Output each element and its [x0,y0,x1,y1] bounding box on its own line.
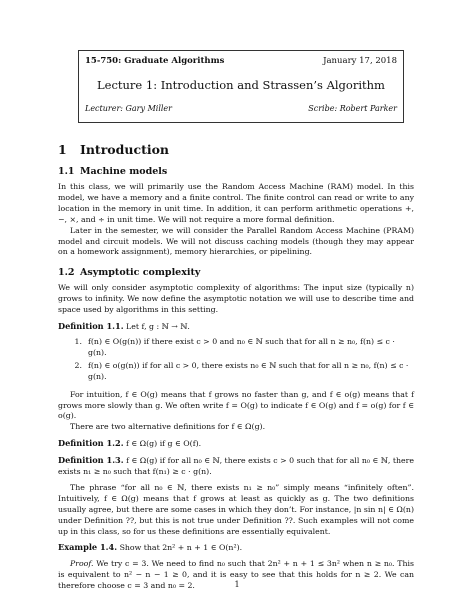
section-number: 1 [58,142,67,157]
example-1-4 [58,542,414,554]
example-text: Show that 2n² + n + 1 ∈ O(n²). [117,543,243,553]
paragraph-alternative-defs: There are two alternative definitions for f ∈ Ω(g). [70,422,266,432]
lecture-date: January 17, 2018 [323,56,397,66]
proof-label: Proof. [70,559,94,569]
paragraph-asymptotic-intro: We will only consider asymptotic complexity of algorithms: The input size (typically n) grows to infinity. We now define the asymptotic notation we will use to describe time and space used by algorithms in this setting. [58,283,414,315]
course-title: 15-750: Graduate Algorithms [85,56,225,66]
list-item-number: 2. [74,360,82,370]
paragraph-intuition: For intuition, f ∈ O(g) means that f grows no faster than g, and f ∈ o(g) means that f grows more slowly than g. We often write f = O(g) to indicate f ∈ O(g) and f = o(g) for f ∈ o(g). [58,389,414,421]
section-title: Introduction [80,142,170,157]
paragraph-ram-model: In this class, we will primarily use the Random Access Machine (RAM) model. In this model, we have a memory and a finite control. The finite control can read or write to any location in the memory in unit time. In addition, it can perform arithmetic operations +, −, ×, and ÷ in unit time. We will not require a more formal definition. [58,182,414,224]
subsection-number: 1.2 [58,267,75,279]
definition-1-2 [58,438,414,450]
definition-label: Definition 1.3. [58,455,124,466]
subsection-number: 1.1 [58,166,75,177]
proof-text: We try c = 3. We need to find n₀ such that 2n² + n + 1 ≤ 3n² when n ≥ n₀. This is equivalent to n² − n − 1 ≥ 0, and it is easy to see that this holds for n ≥ 2. We can therefore choose c = 3 and n₀ = 2. [58,559,414,591]
list-item-text: f(n) ∈ o(g(n)) if for all c > 0, there exists n₀ ∈ ℕ such that for all n ≥ n₀, f(n) ≤ c · g(n). [88,360,409,381]
definition-1-3 [58,455,414,478]
subsection-heading-machine-models [58,166,414,177]
list-item [58,361,414,383]
example-label: Example 1.4. [58,542,118,553]
paragraph-infinitely-often: The phrase “for all n₀ ∈ ℕ, there exists n₁ ≥ n₀” simply means “infinitely often”. Intuitively, f ∈ Ω(g) means that f grows at least as quickly as g. The two definitions usually agree, but there are some cases in which they don’t. For instance, |n sin n| ∈ Ω(n) under Definition ??, but this is not true under Definition ??. Such examples will not come up in this class, so for us these definitions are essentially equivalent. [58,482,414,536]
subsection-title: Machine models [80,166,168,177]
definition-text: Let f, g : ℕ → ℕ. [123,322,190,332]
definition-label: Definition 1.1. [58,321,124,332]
page-number: 1 [234,580,240,589]
lecturer-name: Lecturer: Gary Miller [85,104,172,113]
list-item-text: f(n) ∈ O(g(n)) if there exist c > 0 and n₀ ∈ ℕ such that for all n ≥ n₀, f(n) ≤ c · g(n). [88,336,395,357]
definition-list [58,337,414,383]
list-item [58,337,414,359]
lecture-header-box [78,50,404,123]
definition-label: Definition 1.2. [58,438,124,449]
section-heading-introduction [58,142,414,157]
subsection-heading-asymptotic [58,267,414,278]
scribe-name: Scribe: Robert Parker [308,104,397,113]
body-content [58,142,414,592]
subsection-title: Asymptotic complexity [80,267,201,279]
definition-text: f ∈ Ω(g) if g ∈ O(f). [123,439,202,449]
lecture-title: Lecture 1: Introduction and Strassen’s Algorithm [97,78,385,92]
definition-text: f ∈ Ω(g) if for all n₀ ∈ ℕ, there exists c > 0 such that for all n₀ ∈ ℕ, there exists n₁ ≥ n₀ such that f(n₁) ≥ c · g(n). [58,456,414,477]
definition-1-1 [58,321,414,333]
paragraph-pram-model: Later in the semester, we will consider the Parallel Random Access Machine (PRAM) model and circuit models. We will not discuss caching models (though they may appear on a homework assignment), memory hierarchies, or pipelining. [58,225,414,257]
list-item-number: 1. [74,336,82,346]
